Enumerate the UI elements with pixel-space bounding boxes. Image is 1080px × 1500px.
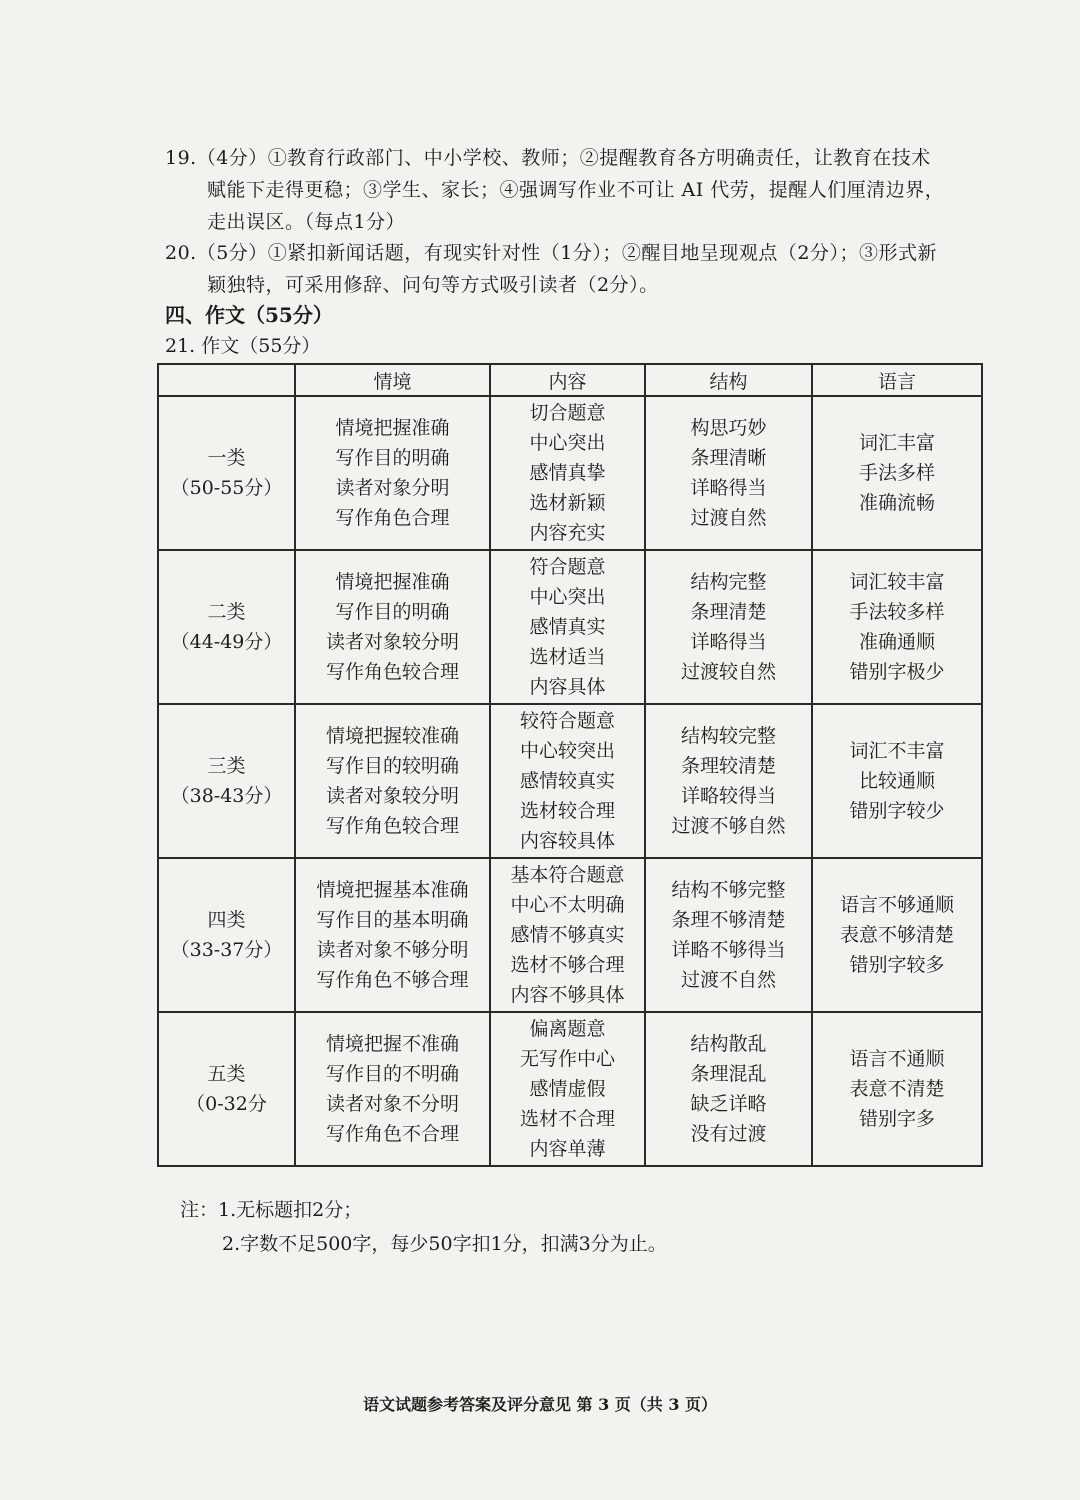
note-2: 2.字数不足500字，每少50字扣1分，扣满3分为止。 <box>222 1233 667 1255</box>
content-cell <box>490 550 645 704</box>
situation-criterion: 写作目的明确 <box>335 447 450 469</box>
language-criterion: 语言不够通顺 <box>839 894 954 916</box>
language-criterion: 准确流畅 <box>858 492 935 514</box>
category-cell <box>158 858 295 1012</box>
structure-criterion: 构思巧妙 <box>690 417 767 439</box>
content-criterion: 选材不合理 <box>519 1108 615 1130</box>
content-criterion: 中心突出 <box>529 432 606 454</box>
answer-20 <box>165 237 1017 301</box>
structure-criterion: 结构散乱 <box>690 1033 767 1055</box>
situation-criterion: 情境把握准确 <box>335 417 450 439</box>
language-cell <box>812 396 982 550</box>
header-cell-content: 内容 <box>490 364 645 396</box>
situation-cell <box>295 704 490 858</box>
structure-criterion: 结构较完整 <box>680 725 776 747</box>
table-row <box>158 550 982 704</box>
language-criterion: 表意不清楚 <box>849 1078 945 1100</box>
content-criterion: 符合题意 <box>529 556 606 578</box>
situation-criterion: 写作目的较明确 <box>325 755 459 777</box>
table-row <box>158 704 982 858</box>
table-header-row <box>158 364 982 396</box>
language-criterion: 错别字较少 <box>849 800 945 822</box>
situation-criterion: 写作角色较合理 <box>325 661 459 683</box>
situation-criterion: 读者对象较分明 <box>325 785 459 807</box>
situation-criterion: 情境把握准确 <box>335 571 450 593</box>
language-criterion: 词汇丰富 <box>858 432 935 454</box>
header-cell-language: 语言 <box>812 364 982 396</box>
content-criterion: 较符合题意 <box>519 710 615 732</box>
situation-criterion: 写作角色不够合理 <box>316 969 469 991</box>
situation-criterion: 情境把握基本准确 <box>316 879 469 901</box>
category-score-range: （38-43分） <box>170 785 283 807</box>
content-criterion: 中心突出 <box>529 586 606 608</box>
structure-criterion: 过渡不够自然 <box>671 815 786 837</box>
language-cell <box>812 550 982 704</box>
header-cell-situation: 情境 <box>295 364 490 396</box>
question-21-title: 21. 作文（55分） <box>165 335 321 357</box>
note-1: 注：1.无标题扣2分； <box>180 1199 363 1221</box>
language-criterion: 词汇不丰富 <box>849 740 945 762</box>
structure-criterion: 结构不够完整 <box>671 879 786 901</box>
language-criterion: 手法较多样 <box>849 601 945 623</box>
language-cell <box>812 704 982 858</box>
category-name: 五类 <box>207 1063 246 1085</box>
structure-criterion: 条理清楚 <box>690 601 767 623</box>
content-criterion: 内容充实 <box>529 522 606 544</box>
answer-20-line-2: 颖独特，可采用修辞、问句等方式吸引读者（2分）。 <box>207 274 659 296</box>
structure-cell <box>645 1012 812 1166</box>
category-cell <box>158 1012 295 1166</box>
situation-criterion: 写作角色不合理 <box>325 1123 459 1145</box>
content-criterion: 内容单薄 <box>529 1138 606 1160</box>
structure-criterion: 详略不够得当 <box>671 939 786 961</box>
structure-cell <box>645 396 812 550</box>
language-criterion: 准确通顺 <box>858 631 935 653</box>
content-criterion: 内容不够具体 <box>510 984 625 1006</box>
structure-criterion: 缺乏详略 <box>690 1093 767 1115</box>
language-criterion: 表意不够清楚 <box>839 924 954 946</box>
situation-criterion: 写作角色合理 <box>335 507 450 529</box>
structure-criterion: 过渡较自然 <box>680 661 776 683</box>
situation-criterion: 情境把握较准确 <box>325 725 459 747</box>
category-name: 二类 <box>207 601 246 623</box>
structure-criterion: 条理混乱 <box>690 1063 767 1085</box>
content-criterion: 感情真挚 <box>529 462 606 484</box>
structure-criterion: 条理不够清楚 <box>671 909 786 931</box>
table-row <box>158 396 982 550</box>
category-score-range: （44-49分） <box>170 631 283 653</box>
content-criterion: 感情不够真实 <box>510 924 625 946</box>
language-criterion: 错别字较多 <box>849 954 945 976</box>
content-cell <box>490 1012 645 1166</box>
content-criterion: 选材不够合理 <box>510 954 625 976</box>
content-criterion: 内容具体 <box>529 676 606 698</box>
table-row <box>158 1012 982 1166</box>
content-criterion: 选材适当 <box>529 646 606 668</box>
structure-cell <box>645 550 812 704</box>
structure-criterion: 过渡不自然 <box>680 969 776 991</box>
content-criterion: 偏离题意 <box>529 1018 606 1040</box>
situation-criterion: 读者对象分明 <box>335 477 450 499</box>
language-criterion: 手法多样 <box>858 462 935 484</box>
content-criterion: 感情真实 <box>529 616 606 638</box>
category-score-range: （50-55分） <box>170 477 283 499</box>
language-criterion: 比较通顺 <box>858 770 935 792</box>
content-criterion: 切合题意 <box>529 402 606 424</box>
section-title: 四、作文（55分） <box>165 303 333 327</box>
situation-criterion: 读者对象不够分明 <box>316 939 469 961</box>
content-criterion: 无写作中心 <box>519 1048 615 1070</box>
content-criterion: 选材较合理 <box>519 800 615 822</box>
content-cell <box>490 396 645 550</box>
language-cell <box>812 858 982 1012</box>
structure-criterion: 没有过渡 <box>690 1123 767 1145</box>
category-cell <box>158 704 295 858</box>
header-cell-empty <box>158 364 295 396</box>
situation-cell <box>295 858 490 1012</box>
answer-19-line-2: 赋能下走得更稳；③学生、家长；④强调写作业不可让 AI 代劳，提醒人们厘清边界， <box>207 179 945 201</box>
category-name: 四类 <box>207 909 246 931</box>
structure-cell <box>645 858 812 1012</box>
structure-criterion: 详略较得当 <box>680 785 776 807</box>
language-criterion: 语言不通顺 <box>849 1048 945 1070</box>
answer-19-line-3: 走出误区。（每点1分） <box>207 211 406 233</box>
content-criterion: 基本符合题意 <box>510 864 625 886</box>
category-name: 三类 <box>207 755 246 777</box>
situation-criterion: 情境把握不准确 <box>325 1033 459 1055</box>
content-cell <box>490 704 645 858</box>
structure-cell <box>645 704 812 858</box>
content-criterion: 感情虚假 <box>529 1078 606 1100</box>
situation-criterion: 写作角色较合理 <box>325 815 459 837</box>
situation-criterion: 写作目的明确 <box>335 601 450 623</box>
category-score-range: （33-37分） <box>170 939 283 961</box>
page-footer: 语文试题参考答案及评分意见 第 3 页（共 3 页） <box>362 1395 718 1414</box>
language-criterion: 错别字多 <box>858 1108 935 1130</box>
structure-criterion: 详略得当 <box>690 477 767 499</box>
category-score-range: （0-32分 <box>186 1093 267 1115</box>
category-cell <box>158 396 295 550</box>
situation-cell <box>295 1012 490 1166</box>
structure-criterion: 详略得当 <box>690 631 767 653</box>
answer-19-line-1: 19.（4分）①教育行政部门、中小学校、教师；②提醒教育各方明确责任，让教育在技术 <box>165 147 931 169</box>
content-criterion: 感情较真实 <box>519 770 615 792</box>
language-criterion: 错别字极少 <box>849 661 945 683</box>
content-cell <box>490 858 645 1012</box>
situation-criterion: 写作目的基本明确 <box>316 909 469 931</box>
content-criterion: 中心不太明确 <box>510 894 625 916</box>
answer-20-line-1: 20.（5分）①紧扣新闻话题，有现实针对性（1分）；②醒目地呈现观点（2分）；③形式新 <box>165 242 937 264</box>
structure-criterion: 结构完整 <box>690 571 767 593</box>
situation-cell <box>295 396 490 550</box>
table-row <box>158 858 982 1012</box>
situation-cell <box>295 550 490 704</box>
language-criterion: 词汇较丰富 <box>849 571 945 593</box>
structure-criterion: 过渡自然 <box>690 507 767 529</box>
answer-19 <box>165 142 1017 238</box>
grading-table <box>157 363 983 1167</box>
notes <box>180 1193 667 1261</box>
situation-criterion: 写作目的不明确 <box>325 1063 459 1085</box>
content-criterion: 选材新颖 <box>529 492 606 514</box>
structure-criterion: 条理清晰 <box>690 447 767 469</box>
structure-criterion: 条理较清楚 <box>680 755 776 777</box>
content-criterion: 内容较具体 <box>519 830 615 852</box>
category-name: 一类 <box>207 447 246 469</box>
situation-criterion: 读者对象不分明 <box>325 1093 459 1115</box>
language-cell <box>812 1012 982 1166</box>
situation-criterion: 读者对象较分明 <box>325 631 459 653</box>
content-criterion: 中心较突出 <box>519 740 615 762</box>
category-cell <box>158 550 295 704</box>
header-cell-structure: 结构 <box>645 364 812 396</box>
